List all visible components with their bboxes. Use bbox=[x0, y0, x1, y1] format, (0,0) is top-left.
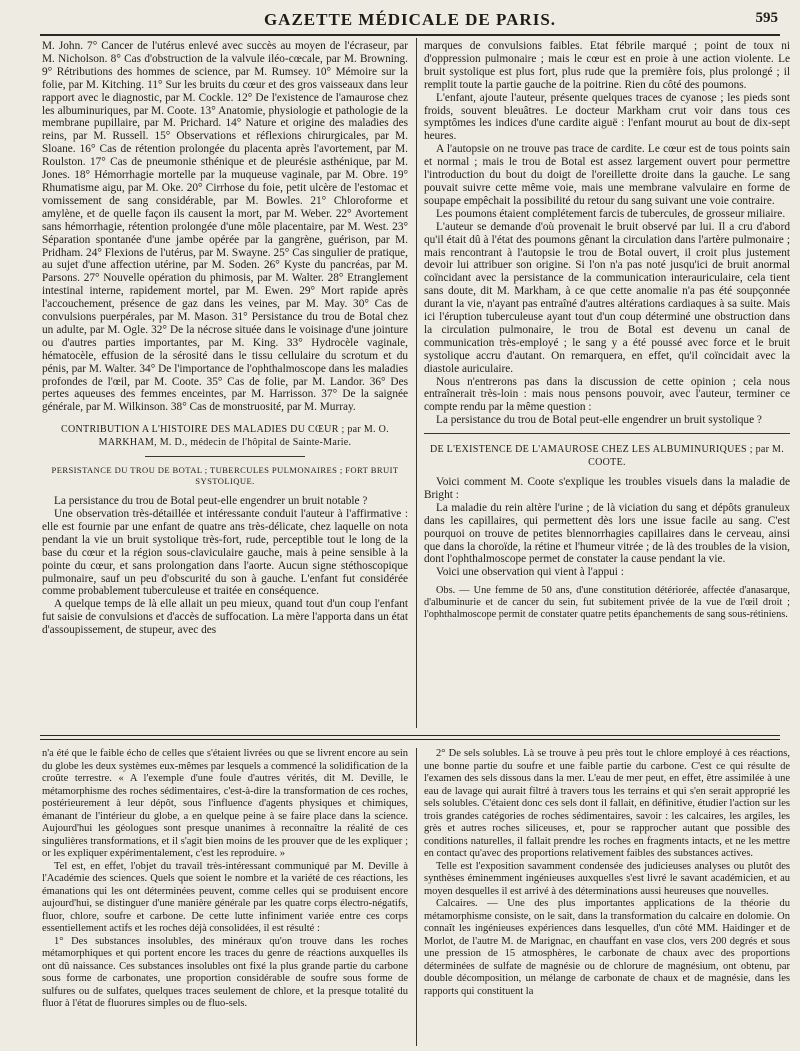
paragraph: La persistance du trou de Botal peut-elle engendrer un bruit systolique ? bbox=[436, 414, 762, 427]
paragraph: La persistance du trou de Botal peut-elle engendrer un bruit notable ? bbox=[54, 495, 368, 508]
observation-note: Obs. — Une femme de 50 ans, d'une constitution détériorée, affectée d'anasarque, d'albuminurie et de cancer du sein, fut subitement privée de la vue de l'œil droit ; l'ophthalmoscope permit de constater quatre petits épanchements de sang sous-rétiniens. bbox=[424, 585, 790, 621]
paragraph: 1° Des substances insolubles, des minéraux qu'on trouve dans les roches métamorphiques et qui portent encore les traces du genre de réactions auxquelles ils ont dû naissance. Ces substances insolubles ont fixé la plus grande partie du carbone sous forme de carbonates, une proportion considérable de soufre sous forme de sulfures ou de sulfates, quelques traces seulement de chlore, et la presque totalité du fluor à l'état de fluorures simples ou de fluo-sels. bbox=[42, 935, 408, 1009]
journal-title: GAZETTE MÉDICALE DE PARIS. bbox=[263, 10, 557, 29]
column-divider bbox=[416, 38, 417, 728]
paragraph: 2° De sels solubles. Là se trouve à peu près tout le chlore employé à ces réactions, une bonne partie du soufre et une faible partie du carbone. C'est ce qui résulte de l'examen des sels dissous dans la mer. L'eau de mer peut, en effet, être assimilée à une eau de lavage qui aurait filtré à travers tous les terrains et qui s'en serait approprié les sels solubles. C'étaient donc ces sels dont il fallait, en définitive, étudier l'action sur les trois grandes catégories de roches sédimentaires, savoir : les calcaires, les argiles, les grès et autres roches siliceuses, et, pour se rapprocher autant que possible des conditions naturelles, il fallait prendre les roches en fragments intacts, et ne les mettre en contact qu'avec des proportions relativement faibles des substances actives. bbox=[424, 748, 790, 859]
column-left-bottom bbox=[42, 748, 408, 1046]
paragraph: La maladie du rein altère l'urine ; de là viciation du sang et dépôts granuleux dans les capillaires, qui permettent dès lors une issue facile au sang. C'est pourquoi on trouve de petites blennorrhagies capillaires dans le cerveau, ainsi que dans la choroïde, la rétine et l'humeur vitrée ; de là des troubles de la vision, dont l'ophthalmoscope permet de constater la cause pendant la vie. bbox=[424, 501, 790, 566]
page-header bbox=[40, 8, 780, 36]
paragraph: Calcaires. — Une des plus importantes applications de la théorie du métamorphisme consiste, on le sait, dans la transformation du calcaire en dolomie. On connaît les ingénieuses expériences dans lesquelles, d'un côté MM. Haidinger et de Morlot, de l'autre M. de Marignac, en chauffant en vase clos, vers 200 degrés et sous une pression de 15 atmosphères, le carbonate de chaux avec des proportions déterminées de sulfate de magnésie ou de chlorure de magnésium, ont obtenu, par double décomposition, un mélange de carbonate de chaux et de magnésie, dans les rapports qui constituent la bbox=[424, 898, 790, 997]
paragraph: marques de convulsions faibles. Etat fébrile marqué ; point de toux ni d'oppression pulmonaire ; mais le cœur est en proie à une action violente. Le bruit systolique est plus fort, plus rude que la première fois, plus prolongé ; il remplit toute la partie gauche de la poitrine. Rien du côté des poumons. bbox=[424, 40, 790, 91]
horizontal-rule bbox=[40, 739, 780, 740]
column-right-top bbox=[424, 40, 790, 730]
page-number: 595 bbox=[755, 10, 778, 26]
paragraph: Telle est l'exposition savamment condensée des judicieuses analyses ou plutôt des synthèses éminemment ingénieuses auxquelles s'est livré le savant académicien, et au moyen desquelles il est arrivé à des déterminations aussi heureuses que nouvelles. bbox=[424, 860, 790, 897]
section-title-markham: CONTRIBUTION A L'HISTOIRE DES MALADIES DU CŒUR ; par M. O. MARKHAM, M. D., médecin de l'hôpital de Sainte-Marie. bbox=[61, 424, 389, 449]
paragraph: L'enfant, ajoute l'auteur, présente quelques traces de cyanose ; les pieds sont froids, souvent bleuâtres. Le docteur Markham crut voir dans tous ces symptômes les indices d'une cardite aiguë : l'enfant mourut au bout de dix-sept heures. bbox=[424, 91, 790, 143]
paragraph: Tel est, en effet, l'objet du travail très-intéressant communiqué par M. Deville à l'Académie des sciences. Quels que soient le nombre et la variété de ces réactions, les émanations qui les ont déterminées peuvent, comme celles qui se produisent encore aujourd'hui, se distinguer d'une manière générale par les quatre corps électro-négatifs, fluor, chlore, soufre et carbone. De cette lutte infiniment variée entre ces corps essentiellement actifs et les roches déjà consolidées, il est résulté : bbox=[42, 860, 408, 934]
section-title-coote: DE L'EXISTENCE DE L'AMAUROSE CHEZ LES ALBUMINURIQUES ; par M. COOTE. bbox=[429, 444, 785, 469]
paragraph: A quelque temps de là elle allait un peu mieux, quand tout d'un coup l'enfant fut saisie de convulsions et d'accès de suffocation. La mère l'apporta dans un état d'assoupissement, de stupeur, avec des bbox=[42, 598, 408, 637]
paragraph: Voici une observation qui vient à l'appui : bbox=[436, 566, 624, 579]
paragraph: A l'autopsie on ne trouve pas trace de cardite. Le cœur est de tous points sain et normal ; mais le trou de Botal est assez largement ouvert pour permettre l'introduction du bout du doigt de l'oreillette droite dans la gauche. Le sang pouvait suivre cette même voie, mais une membrane valvulaire en forme de soupape empêchait la possibilité du retour du sang suivant une voie contraire. bbox=[424, 143, 790, 207]
article-list: M. John. 7° Cancer de l'utérus enlevé avec succès au moyen de l'écraseur, par M. Nicholson. 8° Cas d'obstruction de la valvule iléo-cœcale, par M. Browning. 9° Rétributions des hommes de science, par M. Rumsey. 10° Mémoire sur la folie, par M. Kitching. 11° Sur les bruits du cœur et des gros vaisseaux dans leur rapport avec le diagnostic, par M. Cockle. 12° De l'existence de l'amaurose chez les albuminuriques, par M. Coote. 13° Anatomie, physiologie et pathologie de la membrane pupillaire, par M. Prichard. 14° Nature et origine des maladies des reins, par M. Russell. 15° Observations et réflexions chirurgicales, par M. Sloane. 16° Cas de rétention prolongée du placenta après l'avortement, par M. Roulston. 17° Cas de pneumonie sthénique et de pleurésie asthénique, par M. Jones. 18° Hémorrhagie mortelle par la muqueuse vaginale, par M. Obre. 19° Rhumatisme aigu, par M. Oke. 20° Cirrhose du foie, petit ulcère de l'estomac et vomissement de sang considérable, par M. Bowles. 21° Chloroforme et amylène, et de quelle façon ils causent la mort, par M. Weber. 22° Avortement sans hémorrhagie, rétention prolongée d'une môle placentaire, par M. West. 23° Séparation spontanée d'une jambe opérée par la gangrène, guérison, par M. Pridham. 24° Flexions de l'utérus, par M. Swayne. 25° Cas singulier de pratique, au sujet d'une affection utérine, par M. Soden. 26° Kyste du pancréas, par M. Parsons. 27° Nouvelle opération du phimosis, par M. Walter. 28° Etranglement intestinal interne, rapidement mortel, par M. Ewen. 29° Mort rapide après l'accouchement, présence de gaz dans les veines, par M. May. 30° Cas de convulsions puerpérales, par M. Mason. 31° Persistance du trou de Botal chez un adulte, par M. Ogle. 32° De la nécrose située dans le voisinage d'une jointure ou d'autres parties importantes, par M. King. 33° Hydrocèle vaginale, hématocèle, effusion de la sérosité dans le tissu cellulaire du scrotum et du pénis, par M. Walter. 34° De l'importance de l'ophthalmoscope dans les maladies profondes de l'œil, par M. Coote. 35° Cas de folie, par M. Landor. 36° Des pertes aqueuses des femmes enceintes, par M. Harrisson. 37° De la saignée générale, par M. Wilkinson. 38° Cas de monstruosité, par M. Murray. bbox=[42, 40, 408, 414]
article-subtitle: PERSISTANCE DU TROU DE BOTAL ; TUBERCULES PULMONAIRES ; FORT BRUIT SYSTOLIQUE. bbox=[51, 465, 399, 487]
paragraph: Voici comment M. Coote s'explique les troubles visuels dans la maladie de Bright : bbox=[424, 476, 790, 501]
paragraph: Les poumons étaient complétement farcis de tubercules, de grosseur miliaire. bbox=[436, 207, 786, 220]
divider bbox=[145, 456, 305, 457]
divider bbox=[424, 433, 790, 434]
horizontal-rule bbox=[40, 735, 780, 736]
column-divider bbox=[416, 748, 417, 1046]
paragraph: Nous n'entrerons pas dans la discussion de cette opinion ; cela nous entraînerait très-loin : mais nous pensons pouvoir, avec l'auteur, terminer ce compte rendu par la même question : bbox=[424, 375, 790, 414]
column-right-bottom bbox=[424, 748, 790, 1046]
paragraph: n'a été que le faible écho de celles que s'étaient livrées ou que se livrent encore au sein du globe les deux systèmes eux-mêmes par lesquels a commencé la solidification de la croûte terrestre. « A l'exemple d'une foule d'autres vérités, dit M. Deville, le métamorphisme des roches sédimentaires, c'est-à-dire la transformation de ces roches, postérieurement à leur dépôt, sous l'influence d'agents physiques et chimiques, émanant de l'intérieur du globe, a en quelque peine à se faire place dans la science. Aujourd'hui les géologues sont presque unanimes à reconnaître la réalité de ces singulières transformations, et il s'agit bien moins de les prouver que de les expliquer ; or les expliquer expérimentalement, c'est les reproduire. » bbox=[42, 748, 408, 859]
paragraph: Une observation très-détaillée et intéressante conduit l'auteur à l'affirmative : elle est fournie par une enfant de quatre ans très-délicate, chez laquelle on nota pendant la vie un bruit systolique très-fort, rude, perceptible tout le long de la base du cœur et la région sous-claviculaire gauche, mais à peine sensible à la pointe du cœur, et sans prolongation dans l'aorte. Aucun signe stéthoscopique pulmonaire, sauf un peu d'obscurité du son à gauche. L'enfant fut considérée comme probablement tuberculeuse et traitée en conséquence. bbox=[42, 508, 408, 598]
paragraph: L'auteur se demande d'où provenait le bruit observé par lui. Il a cru d'abord qu'il était dû à l'état des poumons gênant la circulation dans l'artère pulmonaire ; mais rencontrant à l'autopsie le trou de Botal ouvert, il croit plus justement devoir lui attribuer son origine. Si l'on n'a pas noté jusqu'ici de bruit anormal coïncidant avec la persistance de la communication interauriculaire, cela tient sans doute, dit M. Markham, à ce que cette anomalie n'a pas été soupçonnée durant la vie, n'ayant pas entraîné d'autres altérations cardiaques à sa suite. Mais ici l'éruption tuberculeuse ayant tout d'un coup déterminé une obstruction dans la circulation pulmonaire, le trou de Botal est devenu un canal de communication très-employé ; le sang y a été poussé avec force et le bruit systolique accru d'autant. On remarquera, en effet, qu'il coïncidait avec la diastole auriculaire. bbox=[424, 220, 790, 375]
column-left-top bbox=[42, 40, 408, 730]
